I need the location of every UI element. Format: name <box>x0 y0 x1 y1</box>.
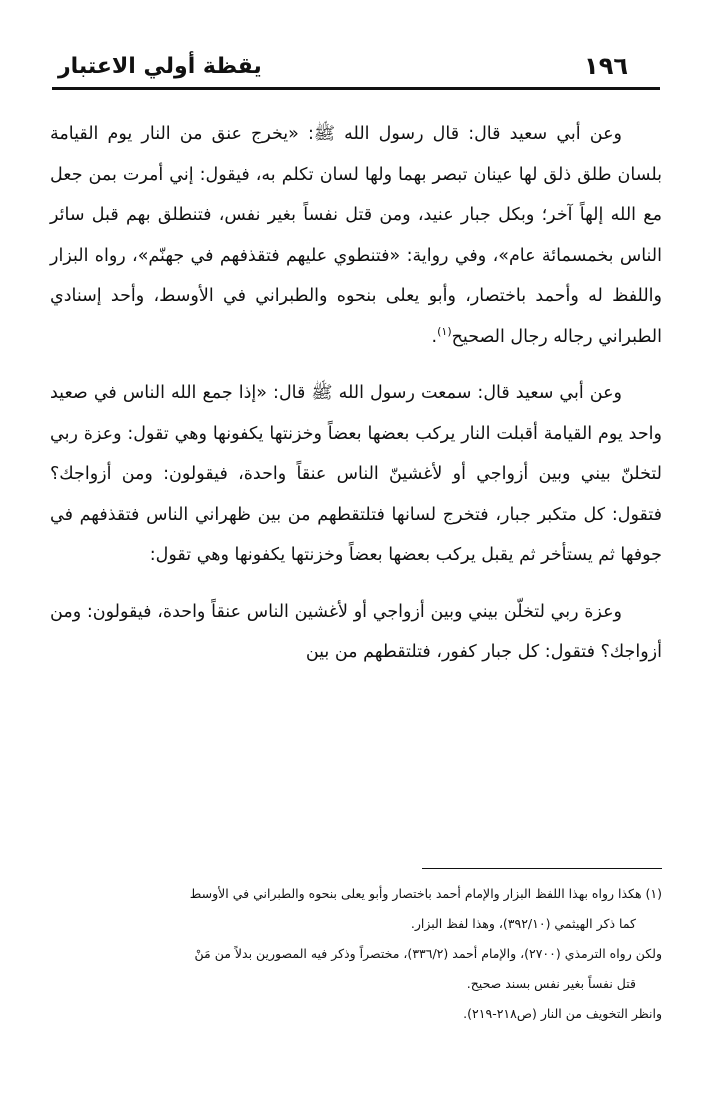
header-rule <box>52 87 660 90</box>
footnote-reference: (١) <box>437 324 452 338</box>
paragraph-text: وعن أبي سعيد قال: قال رسول الله ﷺ: «يخرج عنق من النار يوم القيامة بلسان طلق ذلق لها عينان تبصر بهما ولها لسان تكلم به، فيقول: إني أمرت بمن جعل مع الله إلهاً آخر؛ وبكل جبار عنيد، ومن قتل نفساً بغير نفس، فتنطلق بهم قبل سائر الناس بخمسمائة عام»، وفي رواية: «فتنطوي عليهم فتقذفهم في جهنّم»، رواه البزار واللفظ له وأحمد باختصار، وأبو يعلى بنحوه والطبراني في الأوسط، وأحد إسنادي الطبراني رجاله رجال الصحيح <box>50 124 662 347</box>
footnotes <box>50 868 662 1029</box>
footnote-line: ولكن رواه الترمذي (٢٧٠٠)، والإمام أحمد (٣٣٦/٢)، مختصراً وذكر فيه المصورين بدلاً من مَنْ <box>194 946 662 961</box>
paragraph: وعن أبي سعيد قال: سمعت رسول الله ﷺ قال: «إذا جمع الله الناس في صعيد واحد يوم القيامة أقبلت النار يركب بعضها بعضاً وخزنتها يكفونها وهي تقول: وعزة ربي لتخلنّ بيني وبين أزواجي أو لأغشينّ الناس عنقاً واحدة، فيقولون: ومن أزواجك؟ فتقول: كل متكبر جبار، فتخرج لسانها فتلتقطهم من بين ظهراني الناس فتقذفهم في جوفها ثم يستأخر ثم يقبل يركب بعضها بعضاً وخزنتها يكفونها وهي تقول: <box>50 383 662 565</box>
main-text <box>50 114 662 689</box>
footnote-line: قتل نفساً بغير نفس بسند صحيح. <box>466 976 636 991</box>
footnote-line: (١) هكذا رواه بهذا اللفظ البزار والإمام أحمد باختصار وأبو يعلى بنحوه والطبراني في الأوسط <box>189 886 662 901</box>
paragraph: وعزة ربي لتخلّن بيني وبين أزواجي أو لأغشين الناس عنقاً واحدة، فيقولون: ومن أزواجك؟ فتقول: كل جبار كفور، فتلتقطهم من بين <box>50 601 662 662</box>
footnote-line: كما ذكر الهيثمي (٣٩٢/١٠)، وهذا لفظ البزار. <box>410 916 636 931</box>
page-number: ١٩٦ <box>584 52 628 80</box>
page-header <box>52 52 660 90</box>
running-title: يقظة أولي الاعتبار <box>58 54 262 79</box>
paragraph <box>50 114 662 357</box>
paragraph-end: . <box>431 326 438 347</box>
footnote-line: وانظر التخويف من النار (ص٢١٨-٢١٩). <box>463 1006 662 1021</box>
footnote-rule <box>422 868 662 869</box>
